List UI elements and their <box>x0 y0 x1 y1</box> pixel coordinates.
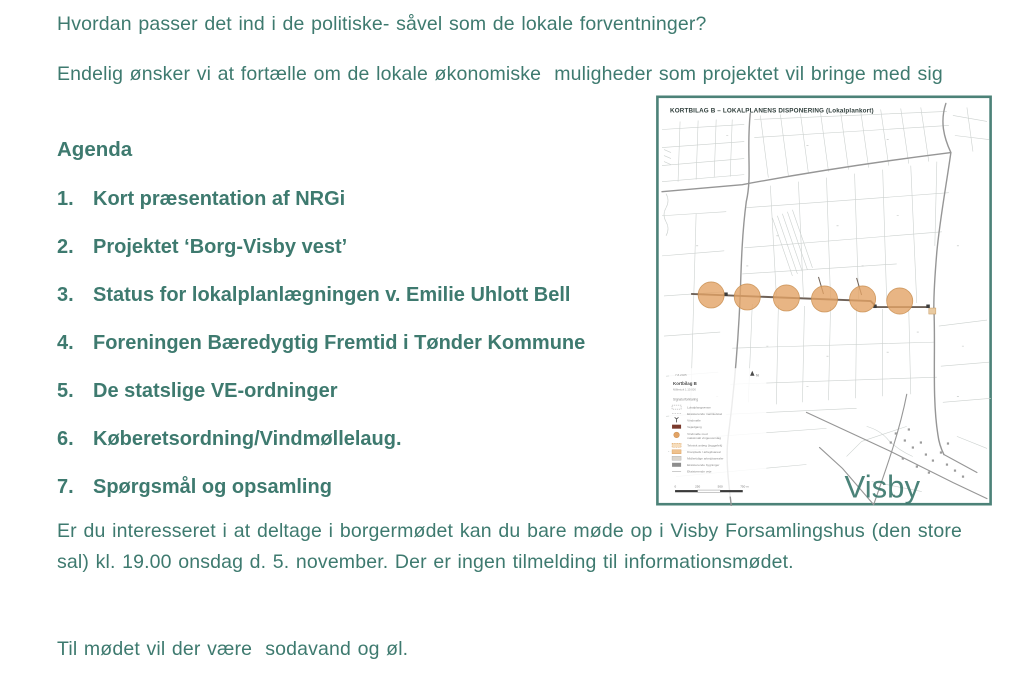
paragraph-invitation: Er du interesseret i at deltage i borgermødet kan du bare møde op i Visby Forsamlingshus (den store sal) kl. 19.00 onsdag d. 5. november. Der er ingen tilmelding til informationsmødet. <box>57 520 962 573</box>
legend-row-kranplads <box>672 450 721 454</box>
agenda-item-number: 2. <box>57 236 74 258</box>
svg-text:Kranplads / arbejdsareal: Kranplads / arbejdsareal <box>687 449 721 454</box>
agenda-item-3 <box>57 284 657 306</box>
svg-text:Teknisk anlæg (byggefelt): Teknisk anlæg (byggefelt) <box>687 443 723 448</box>
agenda-item-label: Kort præsentation af NRGi <box>93 188 346 210</box>
wind-turbine-marker <box>811 286 837 312</box>
lokalplan-map-figure <box>656 95 992 506</box>
svg-text:Lokalplangrænse: Lokalplangrænse <box>687 405 711 410</box>
agenda-heading: Agenda <box>57 138 133 161</box>
existing-buildings-icon <box>672 463 681 467</box>
turbine-row-endpoint-area <box>929 308 936 314</box>
agenda-item-4 <box>57 332 657 354</box>
wind-turbine-marker <box>734 284 760 310</box>
svg-text:Vindmølle med: Vindmølle med <box>687 431 708 436</box>
building-field-icon <box>672 443 681 447</box>
legend-row-bygninger <box>672 463 719 467</box>
agenda-item-5 <box>57 380 657 402</box>
wind-turbine-marker <box>773 285 799 311</box>
map-legend <box>669 368 766 496</box>
lokalplan-map <box>656 95 992 506</box>
temp-work-area-icon <box>672 456 681 460</box>
svg-text:maksimalt vingeoverslag: maksimalt vingeoverslag <box>687 435 721 440</box>
north-label: N <box>756 373 759 378</box>
agenda-item-label: Spørgsmål og opsamling <box>93 476 332 498</box>
svg-text:Eksisterende matrikelskel: Eksisterende matrikelskel <box>687 411 723 416</box>
agenda-item-number: 3. <box>57 284 74 306</box>
wind-turbine-marker <box>850 286 876 312</box>
svg-text:Midlertidige arbejdsarealer: Midlertidige arbejdsarealer <box>687 456 724 461</box>
svg-text:250: 250 <box>695 484 701 489</box>
legend-section-label: Signaturforklaring <box>673 397 699 402</box>
map-title: KORTBILAG B – LOKALPLANENS DISPONERING (Lokalplankort) <box>670 107 874 115</box>
agenda-item-7 <box>57 476 657 498</box>
agenda-item-label: Foreningen Bæredygtig Fremtid i Tønder Kommune <box>93 332 586 354</box>
legend-row-vejadgang <box>672 425 702 429</box>
crane-area-icon <box>672 450 681 454</box>
paragraph-intro-question: Hvordan passer det ind i de politiske- såvel som de lokale forventninger? <box>57 13 707 35</box>
agenda-list <box>57 188 657 524</box>
wind-turbine-marker <box>698 282 724 308</box>
legend-row-byggefelt <box>672 443 722 447</box>
agenda-item-6 <box>57 428 657 450</box>
agenda-item-number: 4. <box>57 332 74 354</box>
legend-subheading: Målestok 1:10.000 <box>673 387 696 392</box>
paragraph-refreshments: Til mødet vil der være sodavand og øl. <box>57 638 409 660</box>
svg-text:750 m: 750 m <box>740 484 749 489</box>
agenda-item-number: 5. <box>57 380 74 402</box>
paragraph-local-economy: Endelig ønsker vi at fortælle om de lokale økonomiske muligheder som projektet vil bringe med sig <box>57 63 943 85</box>
legend-heading: Kortbilag B <box>673 381 697 387</box>
svg-text:Vejadgang: Vejadgang <box>687 424 702 429</box>
road-access-icon <box>672 425 681 429</box>
agenda-item-label: Køberetsordning/Vindmøllelaug. <box>93 428 402 450</box>
agenda-item-number: 7. <box>57 476 74 498</box>
svg-text:Vindmølle: Vindmølle <box>687 418 701 423</box>
agenda-item-2 <box>57 236 657 258</box>
turbine-sweep-icon <box>674 432 680 438</box>
legend-row-arbejdsarealer <box>672 456 724 460</box>
legend-date: 7.8.2025 <box>675 373 687 378</box>
svg-text:0: 0 <box>674 484 677 489</box>
agenda-item-label: Status for lokalplanlægningen v. Emilie Uhlott Bell <box>93 284 571 306</box>
agenda-item-number: 1. <box>57 188 74 210</box>
svg-text:500: 500 <box>717 484 723 489</box>
map-place-label: Visby <box>844 469 920 505</box>
svg-text:Eksisterende veje: Eksisterende veje <box>687 469 712 474</box>
svg-text:Eksisterende bygninger: Eksisterende bygninger <box>687 462 720 467</box>
agenda-item-1 <box>57 188 657 210</box>
agenda-item-label: Projektet ‘Borg-Visby vest’ <box>93 236 348 258</box>
agenda-item-label: De statslige VE-ordninger <box>93 380 338 402</box>
wind-turbine-marker <box>887 288 913 314</box>
agenda-item-number: 6. <box>57 428 74 450</box>
